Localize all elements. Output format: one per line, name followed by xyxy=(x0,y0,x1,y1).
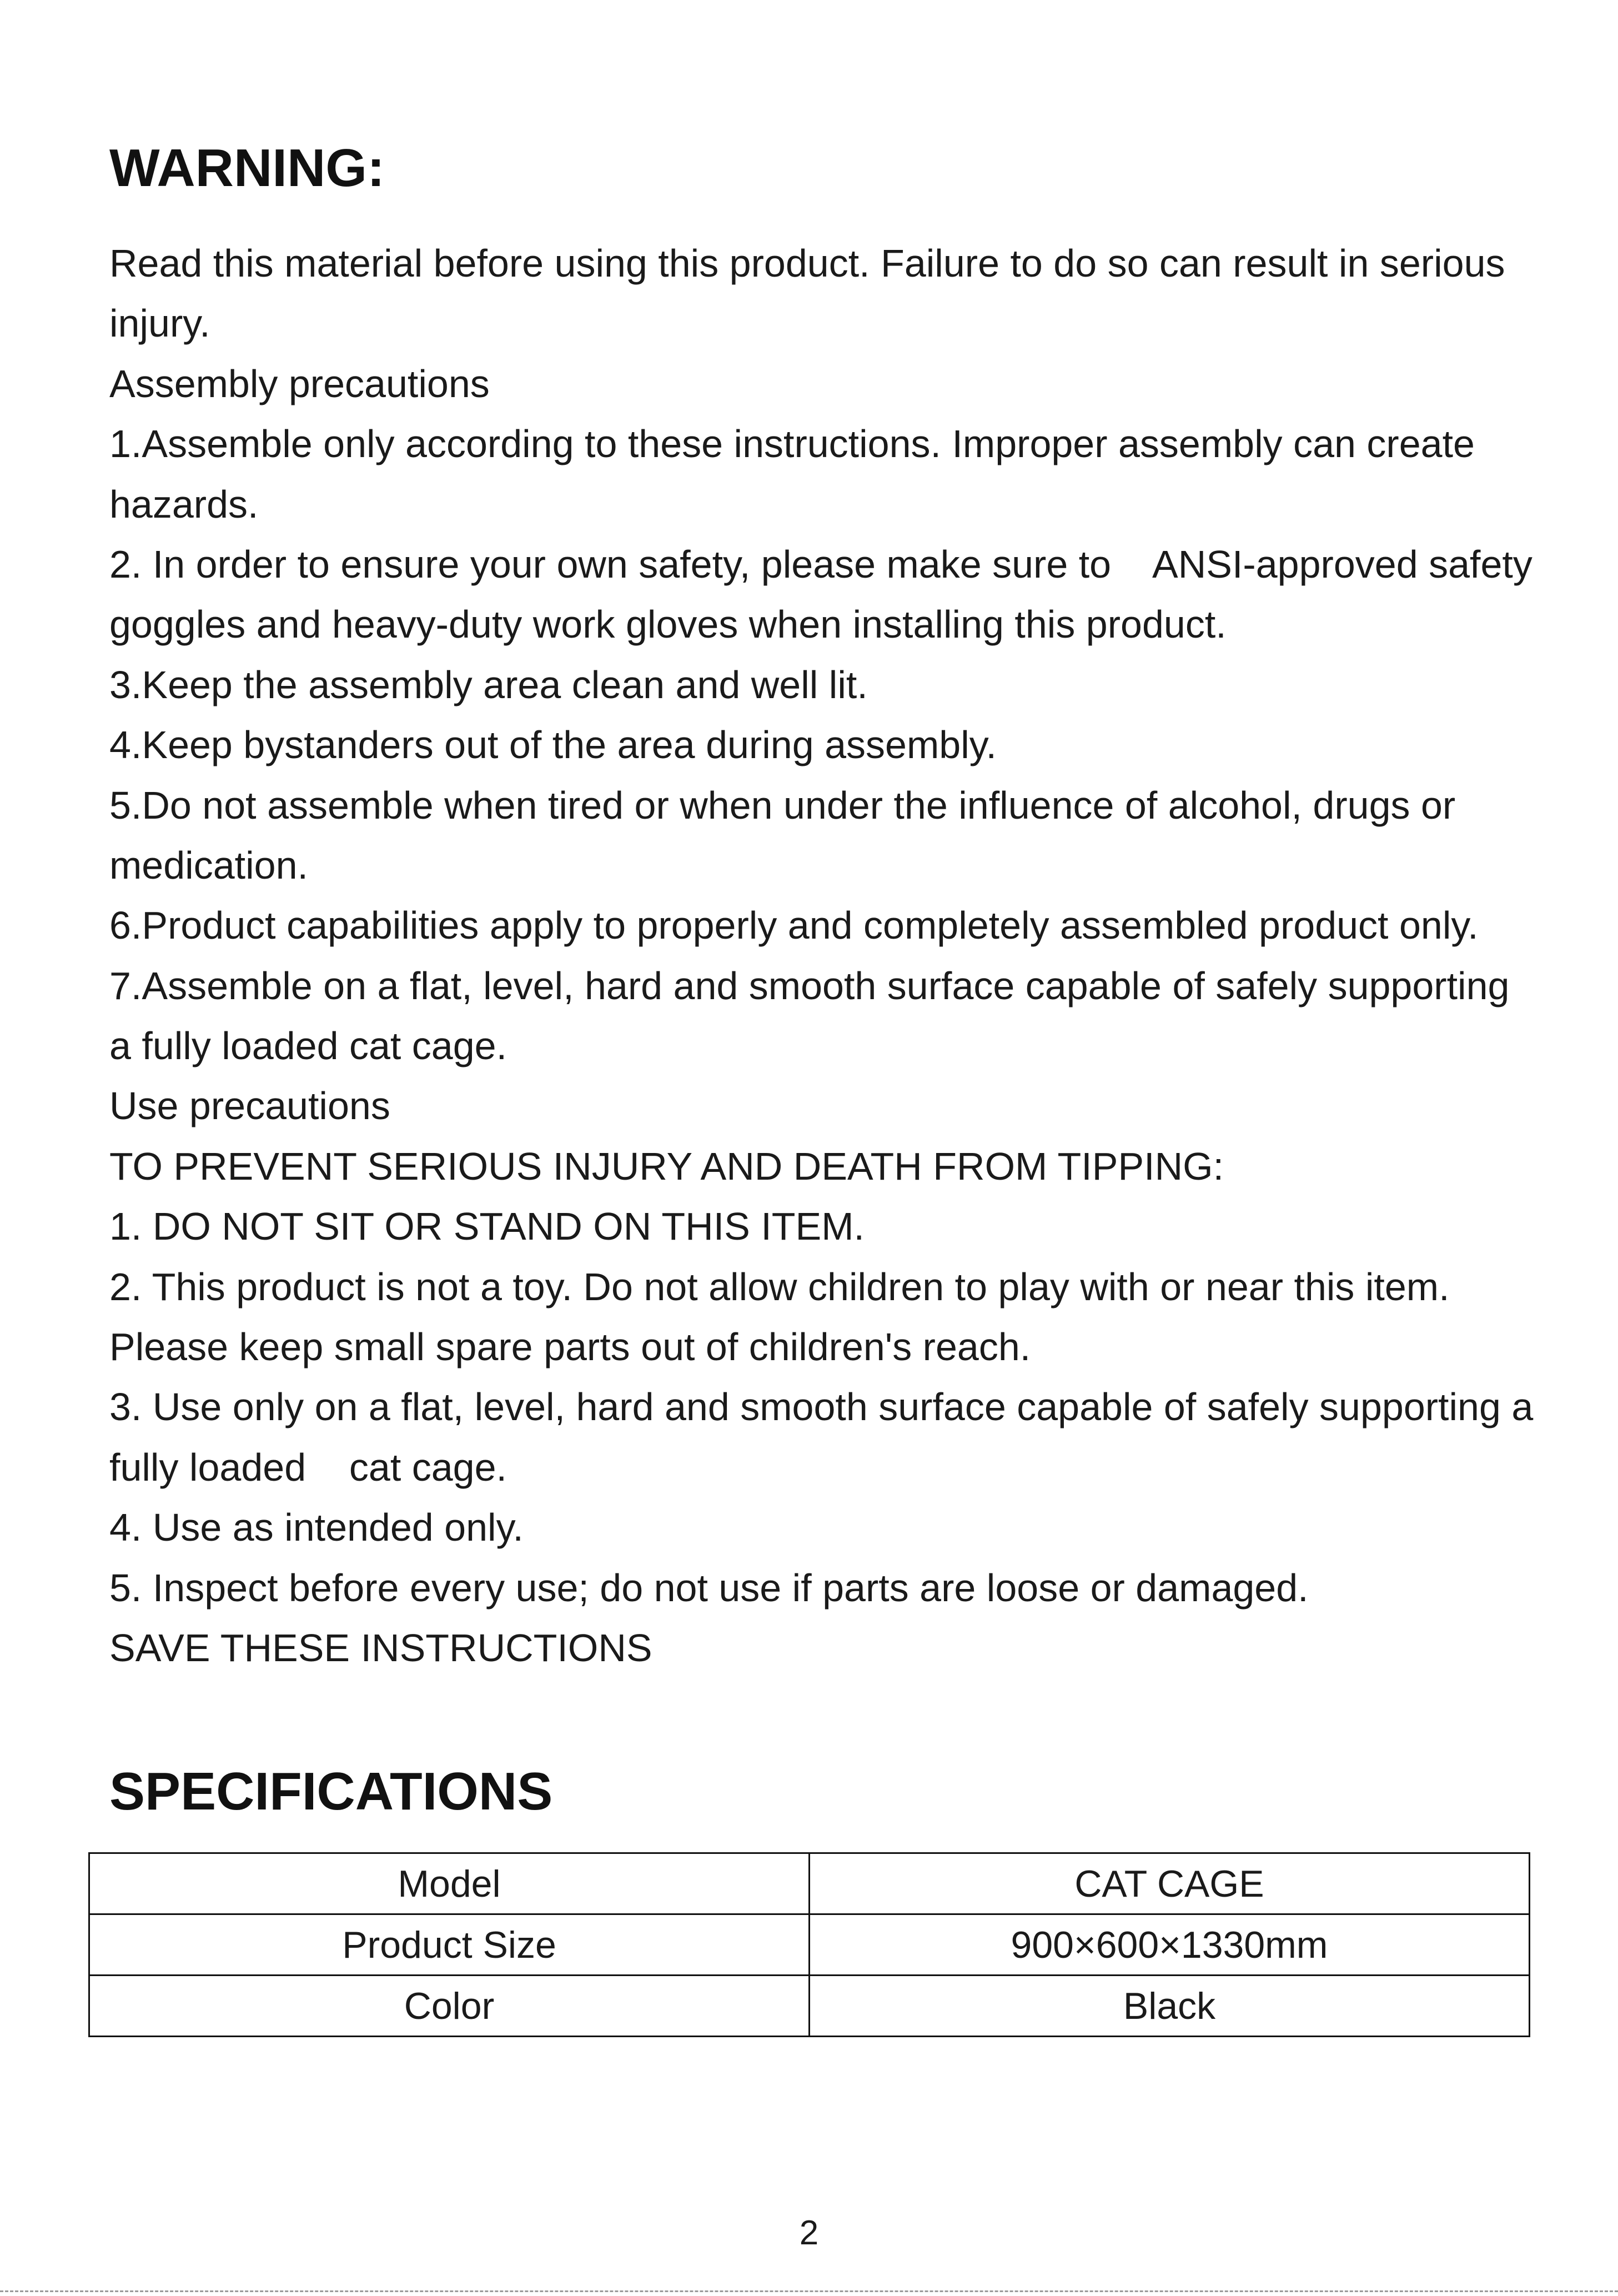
warning-line: 5.Do not assemble when tired or when under the influence of alcohol, drugs or xyxy=(109,783,1456,827)
warning-line: goggles and heavy-duty work gloves when installing this product. xyxy=(109,603,1227,646)
table-row xyxy=(89,1853,1530,1914)
warning-line: a fully loaded cat cage. xyxy=(109,1024,507,1068)
assembly-precautions-subheading: Assembly precautions xyxy=(109,362,490,405)
warning-line: TO PREVENT SERIOUS INJURY AND DEATH FROM TIPPING: xyxy=(109,1144,1224,1188)
warning-heading: WARNING: xyxy=(109,138,385,198)
spec-value-cell: CAT CAGE xyxy=(810,1853,1530,1914)
warning-line: Please keep small spare parts out of children's reach. xyxy=(109,1325,1031,1369)
page-number: 2 xyxy=(799,2214,819,2252)
warning-line: 5. Inspect before every use; do not use if parts are loose or damaged. xyxy=(109,1566,1309,1610)
spec-label-cell: Model xyxy=(89,1853,810,1914)
warning-body xyxy=(109,233,1542,1678)
warning-line: 2. This product is not a toy. Do not allow children to play with or near this item. xyxy=(109,1265,1450,1309)
warning-line: 2. In order to ensure your own safety, please make sure to ANSI-approved safety xyxy=(109,542,1532,586)
warning-line: 7.Assemble on a flat, level, hard and smooth surface capable of safely supporting xyxy=(109,964,1510,1007)
warning-line: 1. DO NOT SIT OR STAND ON THIS ITEM. xyxy=(109,1205,865,1249)
warning-line: 3. Use only on a flat, level, hard and smooth surface capable of safely supporting a xyxy=(109,1385,1534,1429)
table-row xyxy=(89,1976,1530,2037)
warning-line: 4. Use as intended only. xyxy=(109,1506,524,1550)
specifications-heading: SPECIFICATIONS xyxy=(109,1762,553,1821)
warning-line: medication. xyxy=(109,843,308,887)
spec-label-cell: Color xyxy=(89,1976,810,2037)
warning-line: fully loaded cat cage. xyxy=(109,1445,507,1489)
page-bottom-divider xyxy=(0,2290,1618,2292)
use-precautions-subheading: Use precautions xyxy=(109,1084,390,1128)
warning-line: 3.Keep the assembly area clean and well lit. xyxy=(109,663,868,706)
spec-value-cell: 900×600×1330mm xyxy=(810,1914,1530,1976)
warning-line: injury. xyxy=(109,302,210,345)
warning-line: 4.Keep bystanders out of the area during assembly. xyxy=(109,723,997,767)
warning-line: 6.Product capabilities apply to properly and completely assembled product only. xyxy=(109,904,1479,948)
warning-line: 1.Assemble only according to these instructions. Improper assembly can create xyxy=(109,422,1475,466)
spec-value-cell: Black xyxy=(810,1976,1530,2037)
spec-label-cell: Product Size xyxy=(89,1914,810,1976)
specifications-table xyxy=(88,1852,1530,2037)
warning-line: Read this material before using this product. Failure to do so can result in serious xyxy=(109,242,1505,285)
save-instructions-line: SAVE THESE INSTRUCTIONS xyxy=(109,1626,652,1670)
table-row xyxy=(89,1914,1530,1976)
warning-line: hazards. xyxy=(109,482,259,526)
